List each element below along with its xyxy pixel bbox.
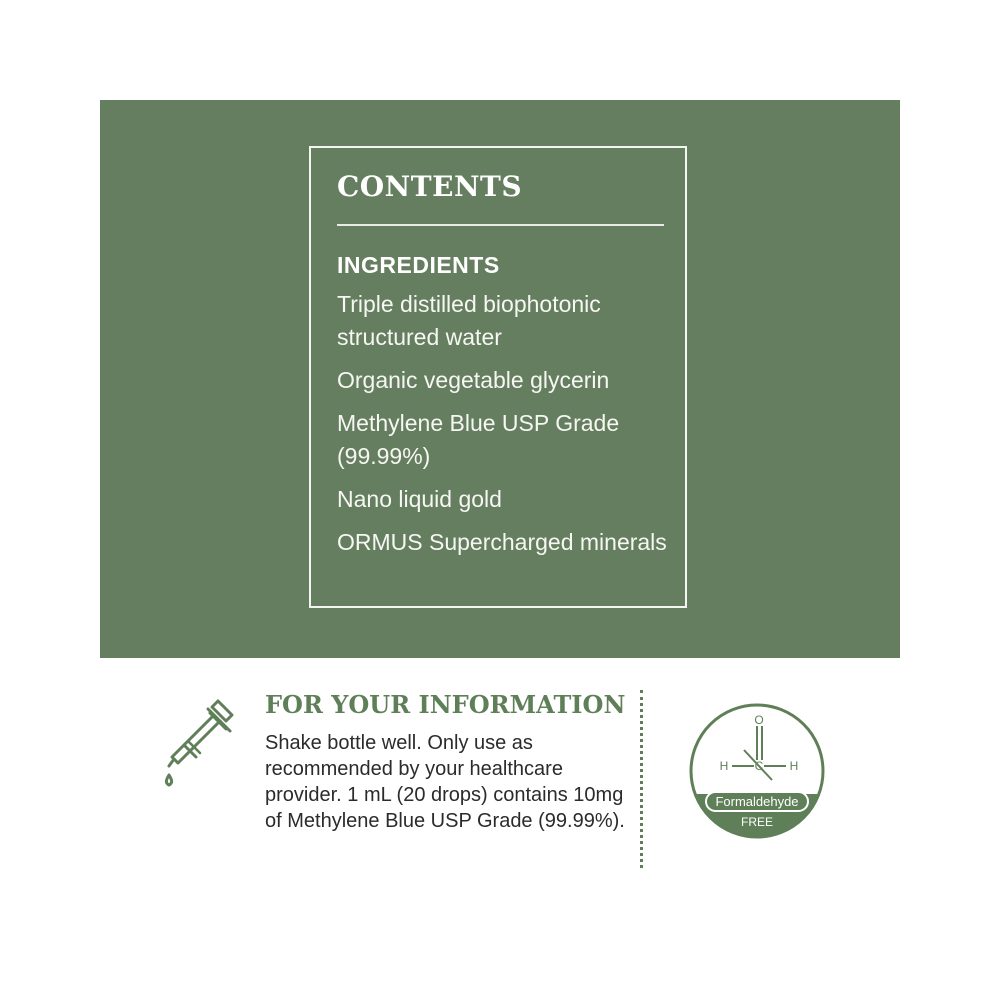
contents-divider [337, 224, 664, 226]
ingredient-item: ORMUS Supercharged minerals [337, 529, 667, 555]
ingredient-item: Nano liquid gold [337, 486, 502, 512]
badge-label: Formaldehyde [715, 794, 799, 809]
atom-h-left: H [719, 759, 729, 773]
atom-h-right: H [789, 759, 799, 773]
ingredient-item: Methylene Blue USP Grade (99.99%) [337, 410, 620, 469]
info-text: Shake bottle well. Only use as recommended by your healthcare provider. 1 mL (20 drops) contains 10mg of Methylene Blue USP Grade (99.99%). [265, 732, 625, 832]
badge-sublabel: FREE [740, 815, 774, 829]
formaldehyde-free-badge [688, 702, 826, 840]
atom-o: O [754, 713, 764, 727]
ingredient-item: Triple distilled biophotonic structured water [337, 291, 601, 350]
info-title: FOR YOUR INFORMATION [265, 690, 626, 719]
contents-panel [100, 100, 900, 658]
ingredient-item: Organic vegetable glycerin [337, 367, 610, 393]
contents-title: CONTENTS [337, 170, 523, 203]
dotted-divider [640, 690, 643, 868]
atom-c: C [754, 759, 764, 773]
ingredients-heading: INGREDIENTS [337, 252, 500, 278]
contents-box [309, 146, 687, 608]
dropper-icon [160, 695, 240, 795]
ingredients-list [337, 288, 667, 569]
